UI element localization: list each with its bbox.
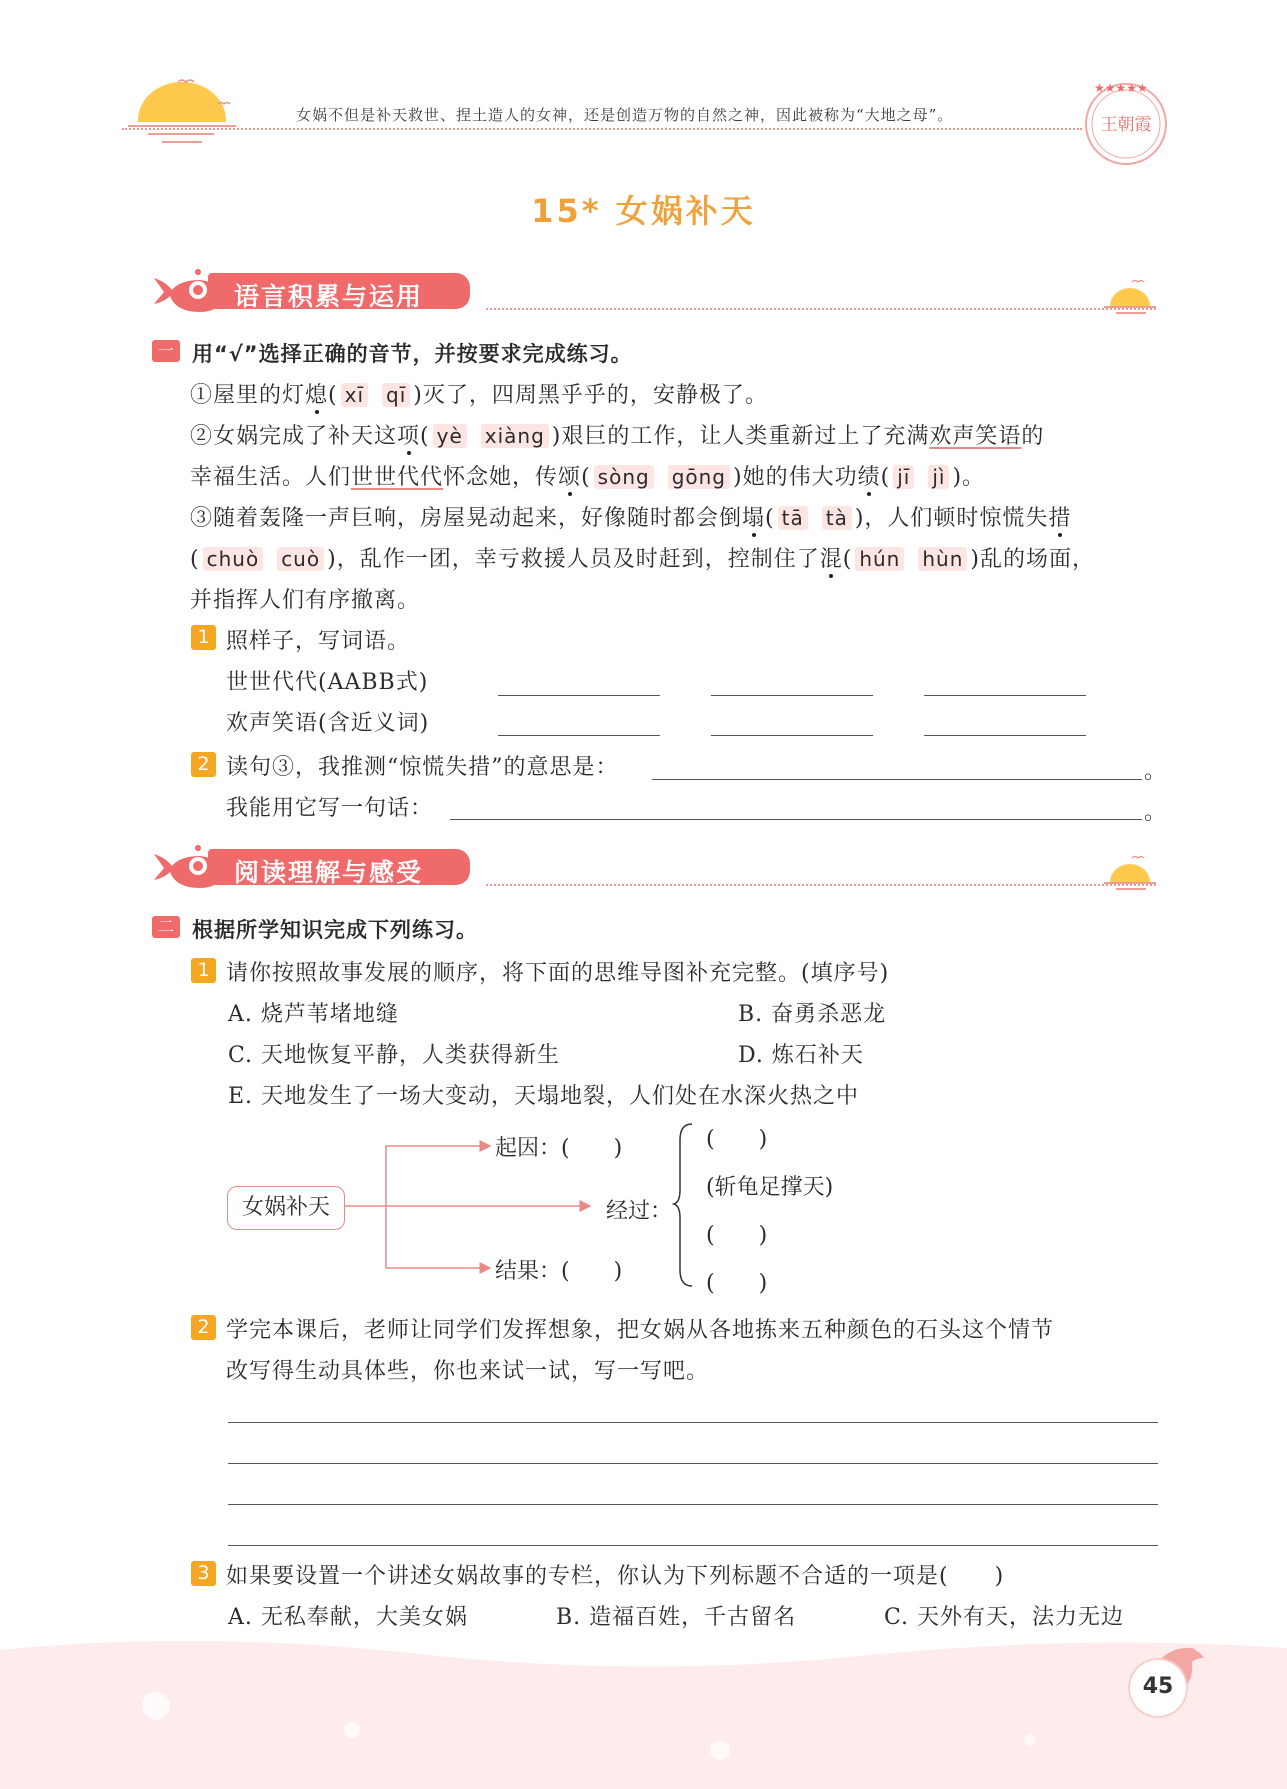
sub-badge-2: 2 <box>191 752 216 777</box>
text: )，乱作一团，幸亏救援人员及时赶到，控制住了 <box>327 547 820 572</box>
sub-question-text: 学完本课后，老师让同学们发挥想象，把女娲从各地拣来五种颜色的石头这个情节 <box>226 1318 1055 1343</box>
pinyin-option[interactable]: tà <box>822 506 852 530</box>
pinyin-option[interactable]: qī <box>382 383 410 407</box>
pinyin-option[interactable]: hùn <box>918 547 967 571</box>
sentence-2b <box>190 460 985 491</box>
dotted-char: 混 <box>819 547 843 572</box>
text: 的 <box>1021 424 1045 449</box>
answer-blank[interactable] <box>498 694 660 696</box>
whale-icon <box>150 268 224 314</box>
sub-badge-1: 1 <box>191 625 216 650</box>
writing-line[interactable] <box>228 1422 1158 1423</box>
dotted-char: 颂 <box>558 465 582 490</box>
option-c: C. 天地恢复平静，人类获得新生 <box>228 1043 561 1068</box>
pinyin-option[interactable]: sòng <box>594 465 654 489</box>
answer-blank[interactable] <box>924 694 1086 696</box>
word-row-label: 世世代代(AABB式) <box>226 670 429 695</box>
sentence-3c: 并指挥人们有序撤离。 <box>190 588 421 613</box>
option-d: D. 炼石补天 <box>738 1043 864 1068</box>
text: ②女娲完成了补天这 <box>190 424 398 449</box>
text: 幸福生活。人们 <box>190 465 352 490</box>
pinyin-option[interactable]: xī <box>341 383 368 407</box>
text: )，人们顿时惊慌失 <box>854 506 1049 531</box>
period: 。 <box>1144 800 1168 825</box>
period: 。 <box>1144 759 1168 784</box>
underlined-phrase: 欢声笑语 <box>929 424 1022 449</box>
question-title-2: 根据所学知识完成下列练习。 <box>192 918 478 942</box>
text: ③随着轰隆一声巨响，房屋晃动起来，好像随时都会倒 <box>190 506 743 531</box>
mind-map-result[interactable]: 结果：( ) <box>495 1259 623 1284</box>
pinyin-option[interactable]: jì <box>928 465 949 489</box>
dotted-char: 绩 <box>857 465 881 490</box>
banner-title: 阅读理解与感受 <box>234 858 424 887</box>
dotted-char: 塌 <box>742 506 766 531</box>
option-a: A. 无私奉献，大美女娲 <box>228 1605 468 1630</box>
logo-text: 王朝霞 <box>1100 115 1152 135</box>
text: ( <box>420 424 430 449</box>
pinyin-option[interactable]: chuò <box>203 547 264 571</box>
sentence-3b <box>190 542 1095 573</box>
word-row-label: 欢声笑语(含近义词) <box>226 711 430 736</box>
brace <box>672 1120 696 1290</box>
writing-line[interactable] <box>228 1545 1158 1546</box>
page-title: 15* 女娲补天 <box>531 192 756 230</box>
section-divider <box>486 308 1156 310</box>
answer-blank[interactable] <box>711 734 873 736</box>
sentence-1 <box>190 378 768 409</box>
small-sun-icon <box>1102 276 1158 316</box>
pinyin-option[interactable]: hún <box>855 547 904 571</box>
text: )。 <box>952 465 986 490</box>
answer-blank[interactable] <box>450 818 1142 820</box>
text: )乱的场面， <box>970 547 1095 572</box>
section-banner-reading <box>150 846 486 886</box>
sub-question-text: 读句③，我推测“惊慌失措”的意思是： <box>226 755 619 780</box>
brand-logo <box>1080 74 1172 166</box>
sun-decoration <box>118 70 238 150</box>
svg-text:★★★★★: ★★★★★ <box>1094 81 1148 95</box>
question-badge-2: 二 <box>152 916 180 938</box>
sub-badge-1: 1 <box>191 958 216 983</box>
mind-map-step-3[interactable]: ( ) <box>706 1223 768 1248</box>
pinyin-option[interactable]: cuò <box>277 547 324 571</box>
option-a: A. 烧芦苇堵地缝 <box>228 1002 399 1027</box>
question-title-1: 用“√”选择正确的音节，并按要求完成练习。 <box>192 342 633 366</box>
option-b: B. 造福百姓，千古留名 <box>556 1605 797 1630</box>
pinyin-option[interactable]: jī <box>893 465 914 489</box>
sentence-3a <box>190 501 1071 532</box>
pinyin-option[interactable]: yè <box>433 424 467 448</box>
mind-map-step-1[interactable]: ( ) <box>706 1127 768 1152</box>
sentence-2a <box>190 419 1044 450</box>
dotted-char: 熄 <box>305 383 329 408</box>
mind-map-cause[interactable]: 起因：( ) <box>495 1136 623 1161</box>
footer-wave-decoration <box>0 1630 1287 1789</box>
page-number: 45 <box>1142 1674 1174 1699</box>
mind-map-center: 女娲补天 <box>227 1186 345 1230</box>
text: ( <box>581 465 591 490</box>
section-divider <box>486 884 1156 886</box>
answer-blank[interactable] <box>711 694 873 696</box>
banner-title: 语言积累与运用 <box>234 282 424 311</box>
small-sun-icon <box>1102 852 1158 892</box>
sub-question-text: 改写得生动具体些，你也来试一试，写一写吧。 <box>226 1359 710 1384</box>
answer-blank[interactable] <box>652 778 1142 780</box>
sub-badge-2: 2 <box>191 1315 216 1340</box>
text: )灭了，四周黑乎乎的，安静极了。 <box>413 383 768 408</box>
text: )艰巨的工作，让人类重新过上了充满 <box>551 424 930 449</box>
sub-question-text: 照样子，写词语。 <box>226 629 411 654</box>
mind-map-step-2: (斩龟足撑天) <box>706 1175 834 1200</box>
header-divider <box>122 128 1082 130</box>
whale-icon <box>150 844 224 890</box>
sub-question-text: 我能用它写一句话： <box>226 796 434 821</box>
text: ①屋里的灯 <box>190 383 306 408</box>
pinyin-option[interactable]: tā <box>778 506 808 530</box>
text: ( <box>880 465 891 490</box>
text: ( <box>765 506 775 531</box>
mind-map-process: 经过： <box>606 1199 673 1224</box>
question-badge-1: 一 <box>152 340 180 362</box>
option-c: C. 天外有天，法力无边 <box>884 1605 1125 1630</box>
section-banner-language <box>150 270 486 310</box>
text: ( <box>328 383 338 408</box>
dotted-char: 措 <box>1048 506 1072 531</box>
text: 怀念她，传 <box>443 465 559 490</box>
sub-badge-3: 3 <box>191 1561 216 1586</box>
sub-question-text: 如果要设置一个讲述女娲故事的专栏，你认为下列标题不合适的一项是( ) <box>226 1564 1005 1589</box>
text: ( <box>190 547 200 572</box>
text: )她的伟大功 <box>733 465 858 490</box>
sub-question-text: 请你按照故事发展的顺序，将下面的思维导图补充完整。(填序号) <box>226 961 890 986</box>
text: ( <box>842 547 853 572</box>
header-quote: 女娲不但是补天救世、捏土造人的女神，还是创造万物的自然之神，因此被称为“大地之母”。 <box>296 106 954 124</box>
writing-line[interactable] <box>228 1463 1158 1464</box>
pinyin-option[interactable]: xiàng <box>481 424 549 448</box>
answer-blank[interactable] <box>924 734 1086 736</box>
option-b: B. 奋勇杀恶龙 <box>738 1002 887 1027</box>
dotted-char: 项 <box>397 424 421 449</box>
mind-map-step-4[interactable]: ( ) <box>706 1271 768 1296</box>
option-e: E. 天地发生了一场大变动，天塌地裂，人们处在水深火热之中 <box>228 1084 860 1109</box>
writing-line[interactable] <box>228 1504 1158 1505</box>
underlined-phrase: 世世代代 <box>351 465 444 490</box>
answer-blank[interactable] <box>498 734 660 736</box>
pinyin-option[interactable]: gōng <box>668 465 730 489</box>
